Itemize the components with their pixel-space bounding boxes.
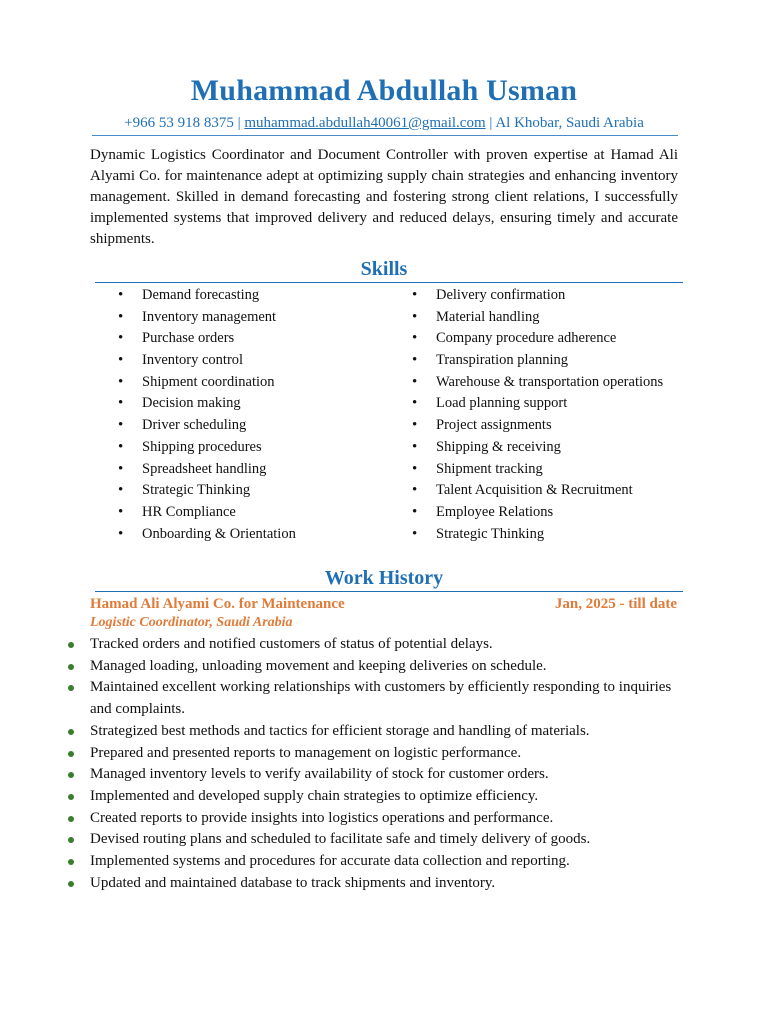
skill-item: • HR Compliance: [114, 502, 296, 524]
duty-item: [66, 786, 686, 808]
skills-list-left: [114, 285, 296, 545]
location: Al Khobar, Saudi Arabia: [495, 115, 644, 131]
bullet-icon: [68, 751, 74, 757]
skill-item: • Inventory management: [114, 307, 296, 329]
skill-item: • Onboarding & Orientation: [114, 524, 296, 546]
skill-item: • Transpiration planning: [408, 350, 663, 372]
skill-item: • Shipping & receiving: [408, 437, 663, 459]
email-link[interactable]: muhammad.abdullah40061@gmail.com: [244, 115, 486, 131]
contact-divider: [92, 135, 678, 136]
skill-item: • Delivery confirmation: [408, 285, 663, 307]
contact-line: [0, 115, 768, 132]
duty-item: [66, 808, 686, 830]
contact-separator: |: [485, 115, 496, 131]
skill-item: • Inventory control: [114, 350, 296, 372]
bullet-icon: [68, 685, 74, 691]
duty-item: [66, 721, 686, 743]
employment-dates: Jan, 2025 - till date: [554, 596, 677, 612]
duty-text: Strategized best methods and tactics for efficient storage and handling of materials.: [90, 722, 590, 739]
duty-item: [66, 634, 686, 656]
skill-item: • Load planning support: [408, 393, 663, 415]
duty-text: Implemented systems and procedures for accurate data collection and reporting.: [90, 853, 570, 870]
skill-item: • Driver scheduling: [114, 415, 296, 437]
skill-item: • Demand forecasting: [114, 285, 296, 307]
skill-item: • Material handling: [408, 307, 663, 329]
skill-item: • Project assignments: [408, 415, 663, 437]
candidate-name: Muhammad Abdullah Usman: [190, 74, 578, 107]
skill-item: • Employee Relations: [408, 502, 663, 524]
skill-item: • Talent Acquisition & Recruitment: [408, 480, 663, 502]
bullet-icon: [68, 837, 74, 843]
duty-text: Devised routing plans and scheduled to facilitate safe and timely delivery of goods.: [90, 831, 591, 848]
company-name: Hamad Ali Alyami Co. for Maintenance: [90, 596, 345, 612]
bullet-icon: [68, 881, 74, 887]
bullet-icon: [68, 794, 74, 800]
skill-item: • Spreadsheet handling: [114, 459, 296, 481]
skill-item: • Shipping procedures: [114, 437, 296, 459]
skill-item: • Shipment coordination: [114, 372, 296, 394]
contact-separator: |: [233, 115, 245, 131]
skills-list-right: [408, 285, 663, 545]
duty-text: Managed loading, unloading movement and keeping deliveries on schedule.: [90, 657, 547, 674]
duty-item: [66, 764, 686, 786]
duty-text: Created reports to provide insights into logistics operations and performance.: [90, 809, 554, 826]
duty-item: [66, 829, 686, 851]
skill-item: • Warehouse & transportation operations: [408, 372, 663, 394]
duty-item: [66, 873, 686, 895]
duties-list: [66, 634, 686, 894]
bullet-icon: [68, 642, 74, 648]
duty-text: Prepared and presented reports to management on logistic performance.: [90, 744, 522, 761]
phone-number: +966 53 918 8375: [124, 115, 234, 131]
skill-item: • Purchase orders: [114, 328, 296, 350]
bullet-icon: [68, 729, 74, 735]
duty-text: Maintained excellent working relationships with customers by efficiently responding to inquiries and complaints.: [90, 679, 672, 718]
skills-heading: Skills: [360, 258, 408, 280]
duty-item: [66, 677, 686, 720]
skills-divider: [95, 282, 683, 283]
skill-item: • Decision making: [114, 393, 296, 415]
skill-item: • Company procedure adherence: [408, 328, 663, 350]
professional-summary: Dynamic Logistics Coordinator and Document Controller with proven expertise at Hamad Ali Alyami Co. for maintenance adept at optimizing supply chain strategies and enhancing inventory management. Skilled in demand forecasting and fostering strong client relations, I successfully implemented systems that improved delivery and reduced delays, ensuring timely and accurate shipments.: [90, 147, 678, 247]
duty-text: Updated and maintained database to track shipments and inventory.: [90, 874, 496, 891]
duty-text: Tracked orders and notified customers of status of potential delays.: [90, 636, 493, 652]
bullet-icon: [68, 772, 74, 778]
duty-item: [66, 851, 686, 873]
skill-item: • Shipment tracking: [408, 459, 663, 481]
skill-item: • Strategic Thinking: [114, 480, 296, 502]
job-role: Logistic Coordinator, Saudi Arabia: [90, 615, 293, 630]
duty-text: Implemented and developed supply chain strategies to optimize efficiency.: [90, 787, 539, 804]
bullet-icon: [68, 816, 74, 822]
work-history-heading: Work History: [324, 567, 444, 589]
skill-item: • Strategic Thinking: [408, 524, 663, 546]
work-history-divider: [95, 591, 683, 592]
duty-item: [66, 743, 686, 765]
duty-item: [66, 656, 686, 678]
bullet-icon: [68, 664, 74, 670]
bullet-icon: [68, 859, 74, 865]
duty-text: Managed inventory levels to verify availability of stock for customer orders.: [90, 766, 549, 783]
